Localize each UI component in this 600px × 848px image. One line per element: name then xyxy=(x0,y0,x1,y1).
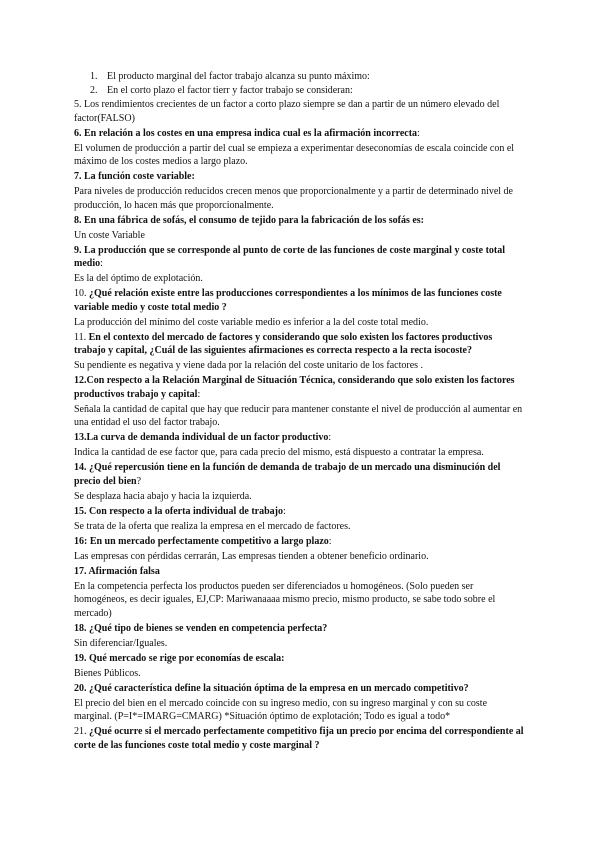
question-number: 11. xyxy=(74,331,89,343)
question-12 xyxy=(74,374,526,401)
answer-16: Las empresas con pérdidas cerrarán, Las empresas tienden a obtener beneficio ordinario. xyxy=(74,550,429,562)
answer-9: Es la del óptimo de explotación. xyxy=(74,273,203,284)
answer-6: El volumen de producción a partir del cual se empieza a experimentar deseconomías de escala coincide con el máximo de los costes medios a largo plazo. xyxy=(74,142,515,167)
question-text: 8. En una fábrica de sofás, el consumo de tejido para la fabricación de los sofás es: xyxy=(74,214,424,226)
list-item-text: En el corto plazo el factor tierr y factor trabajo se consideran: xyxy=(107,84,353,96)
question-11 xyxy=(74,331,526,358)
document-page xyxy=(74,70,526,754)
question-suffix: : xyxy=(100,258,103,269)
question-7 xyxy=(74,170,526,184)
answer-20: El precio del bien en el mercado coincide con su ingreso medio, con su ingreso marginal y con su coste marginal. (P=I*=IMARG=CMARG) *Situación óptimo de explotación; Todo es igual a todo* xyxy=(74,697,488,722)
list-item: 2. En el corto plazo el factor tierr y factor trabajo se consideran: xyxy=(90,84,353,96)
answer-11: Su pendiente es negativa y viene dada por la relación del coste unitario de los factores . xyxy=(74,360,424,371)
question-8 xyxy=(74,214,526,228)
question-text: 7. La función coste variable: xyxy=(74,171,195,182)
question-text: 18. ¿Qué tipo de bienes se venden en competencia perfecta? xyxy=(74,622,328,634)
question-15 xyxy=(74,505,526,519)
answer-19: Bienes Públicos. xyxy=(74,667,141,679)
question-text: 16: En un mercado perfectamente competitivo a largo plazo xyxy=(74,535,329,547)
question-suffix: : xyxy=(328,432,332,443)
numbered-list xyxy=(74,70,526,97)
question-10 xyxy=(74,287,526,314)
question-text: 17. Afirmación falsa xyxy=(74,565,160,577)
question-9 xyxy=(74,244,526,271)
answer-17: En la competencia perfecta los productos pueden ser diferenciados u homogéneos. (Solo pueden ser homogéneos, es decir iguales, EJ,CP: Mariwanaaaa mismo precio, mismo producto, se sabe todo sobre el mercado) xyxy=(74,580,496,619)
question-text: 20. ¿Qué característica define la situación óptima de la empresa en un mercado competitivo? xyxy=(74,682,469,694)
answer-8: Un coste Variable xyxy=(74,229,145,241)
question-text: 13.La curva de demanda individual de un factor productivo xyxy=(74,432,329,443)
question-suffix: 5. Los rendimientos crecientes de un factor a corto plazo siempre se dan a partir de un número elevado del factor(FALSO) xyxy=(74,99,500,124)
answer-12: Señala la cantidad de capital que hay que reducir para mantener constante el nivel de producción al aumentar en una entidad el uso del factor trabajo. xyxy=(74,403,523,428)
answer-14: Se desplaza hacia abajo y hacia la izquierda. xyxy=(74,490,252,502)
question-suffix: : xyxy=(282,505,286,517)
question-19 xyxy=(74,652,526,666)
question-text: ¿Qué ocurre si el mercado perfectamente competitivo fija un precio por encima del correspondiente al corte de las funciones coste total medio y coste marginal ? xyxy=(74,726,524,751)
question-number: 10. xyxy=(74,288,89,299)
question-21 xyxy=(74,725,526,752)
question-text: ¿Qué relación existe entre las producciones correspondientes a los mínimos de las funciones coste variable medio y coste total medio ? xyxy=(74,288,502,313)
question-13 xyxy=(74,431,526,445)
question-text: 6. En relación a los costes en una empresa indica cual es la afirmación incorrecta xyxy=(74,127,418,139)
question-14 xyxy=(74,461,526,488)
question-5 xyxy=(74,98,526,125)
question-text: 14. ¿Qué repercusión tiene en la función de demanda de trabajo de un mercado una disminución del precio del bien xyxy=(74,462,501,487)
question-16 xyxy=(74,535,526,549)
list-item-text: El producto marginal del factor trabajo alcanza su punto máximo: xyxy=(107,71,370,82)
question-17 xyxy=(74,565,526,579)
answer-10: La producción del mínimo del coste variable medio es inferior a la del coste total medio. xyxy=(74,316,429,328)
question-suffix: ? xyxy=(136,475,142,487)
question-6 xyxy=(74,127,526,141)
answer-15: Se trata de la oferta que realiza la empresa en el mercado de factores. xyxy=(74,520,351,532)
question-suffix: : xyxy=(417,127,420,139)
question-18 xyxy=(74,622,526,636)
question-suffix: : xyxy=(197,388,201,400)
answer-13: Indica la cantidad de ese factor que, para cada precio del mismo, está dispuesto a contratar la empresa. xyxy=(74,447,484,458)
question-text: 19. Qué mercado se rige por economías de escala: xyxy=(74,652,285,664)
question-text: 9. La producción que se corresponde al punto de corte de las funciones de coste marginal y coste total medio xyxy=(74,244,506,269)
question-20 xyxy=(74,682,526,696)
list-item: 1. El producto marginal del factor trabajo alcanza su punto máximo: xyxy=(90,71,370,82)
question-text: 15. Con respecto a la oferta individual de trabajo xyxy=(74,505,283,517)
question-text: En el contexto del mercado de factores y considerando que solo existen los factores productivos trabajo y capital, ¿Cuál de las siguientes afirmaciones es correcta respecto a la recta isocoste? xyxy=(74,331,493,356)
answer-7: Para niveles de producción reducidos crecen menos que proporcionalmente y a partir de determinado nivel de producción, lo hacen más que proporcionalmente. xyxy=(74,186,513,211)
answer-18: Sin diferenciar/Iguales. xyxy=(74,637,168,649)
question-text: 12.Con respecto a la Relación Marginal de Situación Técnica, considerando que solo existen los factores productivos trabajo y capital xyxy=(74,375,515,400)
question-number: 21. xyxy=(74,726,89,737)
question-answer-list xyxy=(74,98,526,752)
question-suffix: : xyxy=(328,535,332,547)
